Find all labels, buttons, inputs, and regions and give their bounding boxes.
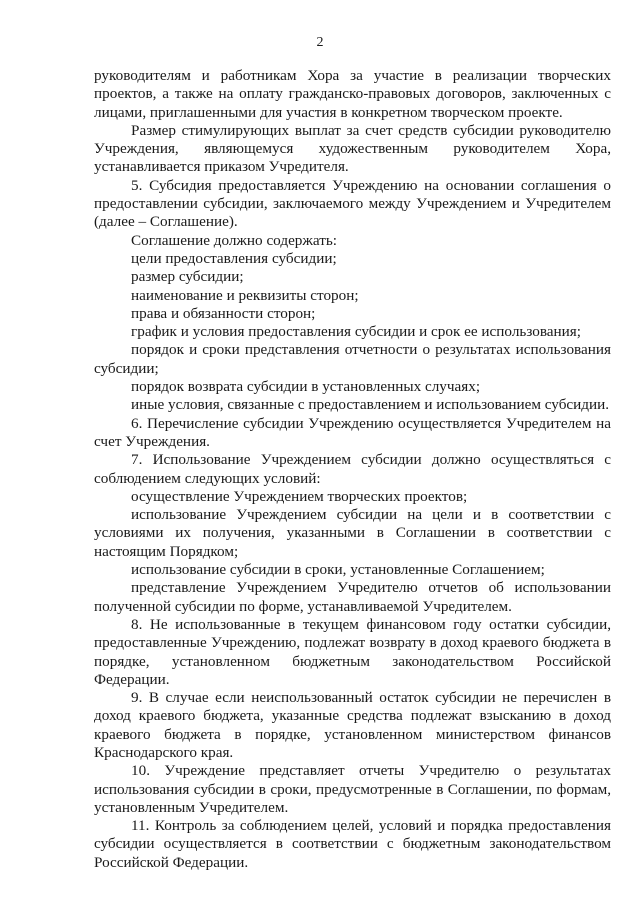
list-item: права и обязанности сторон; [131,304,316,322]
list-item: цели предоставления субсидии; [131,249,337,267]
document-body [94,67,611,872]
list-item: порядок возврата субсидии в установленных случаях; [131,378,481,396]
paragraph-9: 9. В случае если неиспользованный остаток субсидии не перечислен в доход краевого бюджета, указанные средства подлежат взысканию в доход краевого бюджета в порядке, установленном министерством финансов Краснодарского края. [94,689,611,761]
list-item: иные условия, связанные с предоставлением и использованием субсидии. [131,396,610,414]
paragraph-10: 10. Учреждение представляет отчеты Учредителю о результатах использования субсидии в сроки, предусмотренные в Соглашении, по формам, установленным Учредителем. [94,762,611,816]
agreement-contents-heading: Соглашение должно содержать: [131,231,338,249]
page-number: 2 [316,35,324,50]
list-item: график и условия предоставления субсидии и срок ее использования; [131,323,582,341]
list-item: наименование и реквизиты сторон; [131,286,359,304]
list-item: представление Учреждением Учредителю отчетов об использовании полученной субсидии по форме, устанавливаемой Учредителем. [94,579,611,615]
list-item: использование субсидии в сроки, установленные Соглашением; [131,561,545,579]
list-item: размер субсидии; [131,268,244,286]
paragraph-continuation: руководителям и работникам Хора за участие в реализации творческих проектов, а также на оплату гражданско-правовых договоров, заключенных с лицами, приглашенными для участия в конкретном творческом проекте. [94,67,611,121]
list-item: осуществление Учреждением творческих проектов; [131,487,468,505]
list-item: использование Учреждением субсидии на цели и в соответствии с условиями их получения, указанными в Соглашении в соответствии с настоящим Порядком; [94,506,611,560]
paragraph-8: 8. Не использованные в текущем финансовом году остатки субсидии, предоставленные Учреждению, подлежат возврату в доход краевого бюджета в порядке, установленном бюджетным законодательством Российской Федерации. [94,615,611,688]
paragraph-5: 5. Субсидия предоставляется Учреждению на основании соглашения о предоставлении субсидии, заключаемого между Учреждением и Учредителем (далее – Соглашение). [94,176,611,231]
list-item: порядок и сроки представления отчетности о результатах использования субсидии; [94,341,611,377]
paragraph-11: 11. Контроль за соблюдением целей, условий и порядка предоставления субсидии осуществляется в соответствии с бюджетным законодательством Российской Федерации. [94,817,611,871]
paragraph-7: 7. Использование Учреждением субсидии должно осуществляться с соблюдением следующих условий: [94,451,611,487]
paragraph-6: 6. Перечисление субсидии Учреждению осуществляется Учредителем на счет Учреждения. [94,414,611,450]
paragraph-stimulus-payments: Размер стимулирующих выплат за счет средств субсидии руководителю Учреждения, являющемуся художественным руководителем Хора, устанавливается приказом Учредителя. [94,121,611,176]
